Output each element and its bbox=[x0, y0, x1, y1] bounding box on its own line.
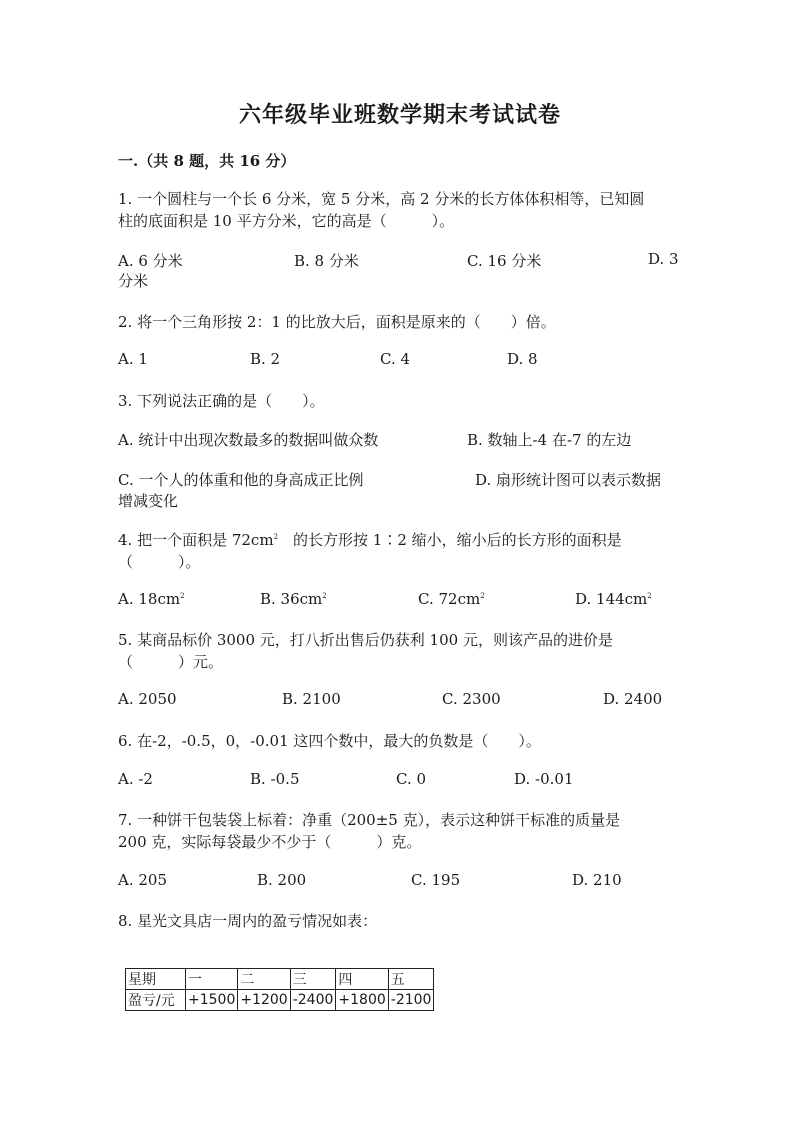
square-superscript: 2 bbox=[322, 592, 327, 600]
question-1-option-d[interactable]: D. 3 bbox=[648, 250, 679, 268]
table-header-cell: 一 bbox=[186, 969, 238, 990]
question-4-line-1 bbox=[118, 529, 622, 550]
question-1-line-2: 柱的底面积是 10 平方分米，它的高是（ ）。 bbox=[118, 212, 455, 230]
question-5-option-c[interactable]: C. 2300 bbox=[442, 690, 501, 708]
question-4-option-a[interactable] bbox=[118, 590, 185, 608]
option-c-text: C. 72cm bbox=[418, 590, 481, 608]
table-header-cell: 四 bbox=[336, 969, 388, 990]
table-row bbox=[126, 990, 434, 1011]
question-4-option-b[interactable] bbox=[260, 590, 327, 608]
question-6-option-b[interactable]: B. -0.5 bbox=[250, 770, 300, 788]
question-7-option-d[interactable]: D. 210 bbox=[572, 871, 622, 889]
question-4-option-d[interactable] bbox=[575, 590, 652, 608]
question-6-line-1: 6. 在-2，-0.5，0，-0.01 这四个数中，最大的负数是（ ）。 bbox=[118, 732, 541, 750]
table-cell: 盈亏/元 bbox=[126, 990, 186, 1011]
table-cell: -2100 bbox=[388, 990, 434, 1011]
option-d-text: D. 144cm bbox=[575, 590, 648, 608]
question-3-option-a[interactable]: A. 统计中出现次数最多的数据叫做众数 bbox=[118, 431, 379, 449]
table-header-row bbox=[126, 969, 434, 990]
question-2-option-b[interactable]: B. 2 bbox=[250, 350, 281, 368]
question-2-option-a[interactable]: A. 1 bbox=[118, 350, 148, 368]
table-header-cell: 五 bbox=[388, 969, 434, 990]
table-header-cell: 三 bbox=[290, 969, 336, 990]
square-superscript: 2 bbox=[180, 592, 185, 600]
question-4-text-start: 4. 把一个面积是 72cm bbox=[118, 531, 274, 549]
question-5-option-d[interactable]: D. 2400 bbox=[603, 690, 663, 708]
table-cell: -2400 bbox=[290, 990, 336, 1011]
question-3-line-1: 3. 下列说法正确的是（ ）。 bbox=[118, 392, 325, 410]
question-7-option-a[interactable]: A. 205 bbox=[118, 871, 167, 889]
section-heading: 一.（共 8 题，共 16 分） bbox=[118, 152, 296, 170]
question-5-option-b[interactable]: B. 2100 bbox=[282, 690, 341, 708]
question-8-line-1: 8. 星光文具店一周内的盈亏情况如表： bbox=[118, 912, 378, 930]
question-4-option-c[interactable] bbox=[418, 590, 485, 608]
profit-loss-table bbox=[125, 968, 434, 1011]
question-7-option-c[interactable]: C. 195 bbox=[411, 871, 461, 889]
table-header-cell: 二 bbox=[238, 969, 290, 990]
question-1-option-c[interactable]: C. 16 分米 bbox=[467, 252, 542, 270]
question-4-text-end: 的长方形按 1∶2 缩小，缩小后的长方形的面积是 bbox=[278, 531, 622, 549]
question-2-option-d[interactable]: D. 8 bbox=[507, 350, 538, 368]
question-2-line-1: 2. 将一个三角形按 2：1 的比放大后，面积是原来的（ ）倍。 bbox=[118, 313, 556, 331]
question-4-line-2: （ ）。 bbox=[118, 553, 201, 571]
table-cell: +1200 bbox=[238, 990, 290, 1011]
question-1-line-1: 1. 一个圆柱与一个长 6 分米，宽 5 分米，高 2 分米的长方体体积相等，已知圆 bbox=[118, 190, 645, 208]
question-3-option-d[interactable]: D. 扇形统计图可以表示数据 bbox=[475, 471, 662, 489]
question-3-option-c[interactable]: C. 一个人的体重和他的身高成正比例 bbox=[118, 471, 364, 489]
table-header-cell: 星期 bbox=[126, 969, 186, 990]
question-5-line-2: （ ）元。 bbox=[118, 653, 224, 671]
question-1-option-d-continued: 分米 bbox=[118, 272, 149, 290]
square-superscript: 2 bbox=[480, 592, 485, 600]
question-3-option-d-continued: 增减变化 bbox=[118, 492, 179, 510]
question-5-line-1: 5. 某商品标价 3000 元，打八折出售后仍获利 100 元，则该产品的进价是 bbox=[118, 631, 613, 649]
question-6-option-a[interactable]: A. -2 bbox=[118, 770, 153, 788]
question-7-option-b[interactable]: B. 200 bbox=[257, 871, 307, 889]
question-1-option-a[interactable]: A. 6 分米 bbox=[118, 252, 183, 270]
question-7-line-2: 200 克，实际每袋最少不少于（ ）克。 bbox=[118, 833, 422, 851]
question-7-line-1: 7. 一种饼干包装袋上标着：净重（200±5 克），表示这种饼干标准的质量是 bbox=[118, 811, 621, 829]
question-3-option-b[interactable]: B. 数轴上-4 在-7 的左边 bbox=[467, 431, 632, 449]
option-a-text: A. 18cm bbox=[118, 590, 181, 608]
option-b-text: B. 36cm bbox=[260, 590, 323, 608]
question-6-option-c[interactable]: C. 0 bbox=[396, 770, 427, 788]
question-2-option-c[interactable]: C. 4 bbox=[380, 350, 411, 368]
table-cell: +1500 bbox=[186, 990, 238, 1011]
question-1-option-b[interactable]: B. 8 分米 bbox=[294, 252, 359, 270]
square-superscript: 2 bbox=[647, 592, 652, 600]
question-5-option-a[interactable]: A. 2050 bbox=[118, 690, 177, 708]
question-6-option-d[interactable]: D. -0.01 bbox=[514, 770, 574, 788]
square-superscript: 2 bbox=[273, 533, 279, 541]
exam-title: 六年级毕业班数学期末考试试卷 bbox=[238, 102, 561, 128]
table-cell: +1800 bbox=[336, 990, 388, 1011]
